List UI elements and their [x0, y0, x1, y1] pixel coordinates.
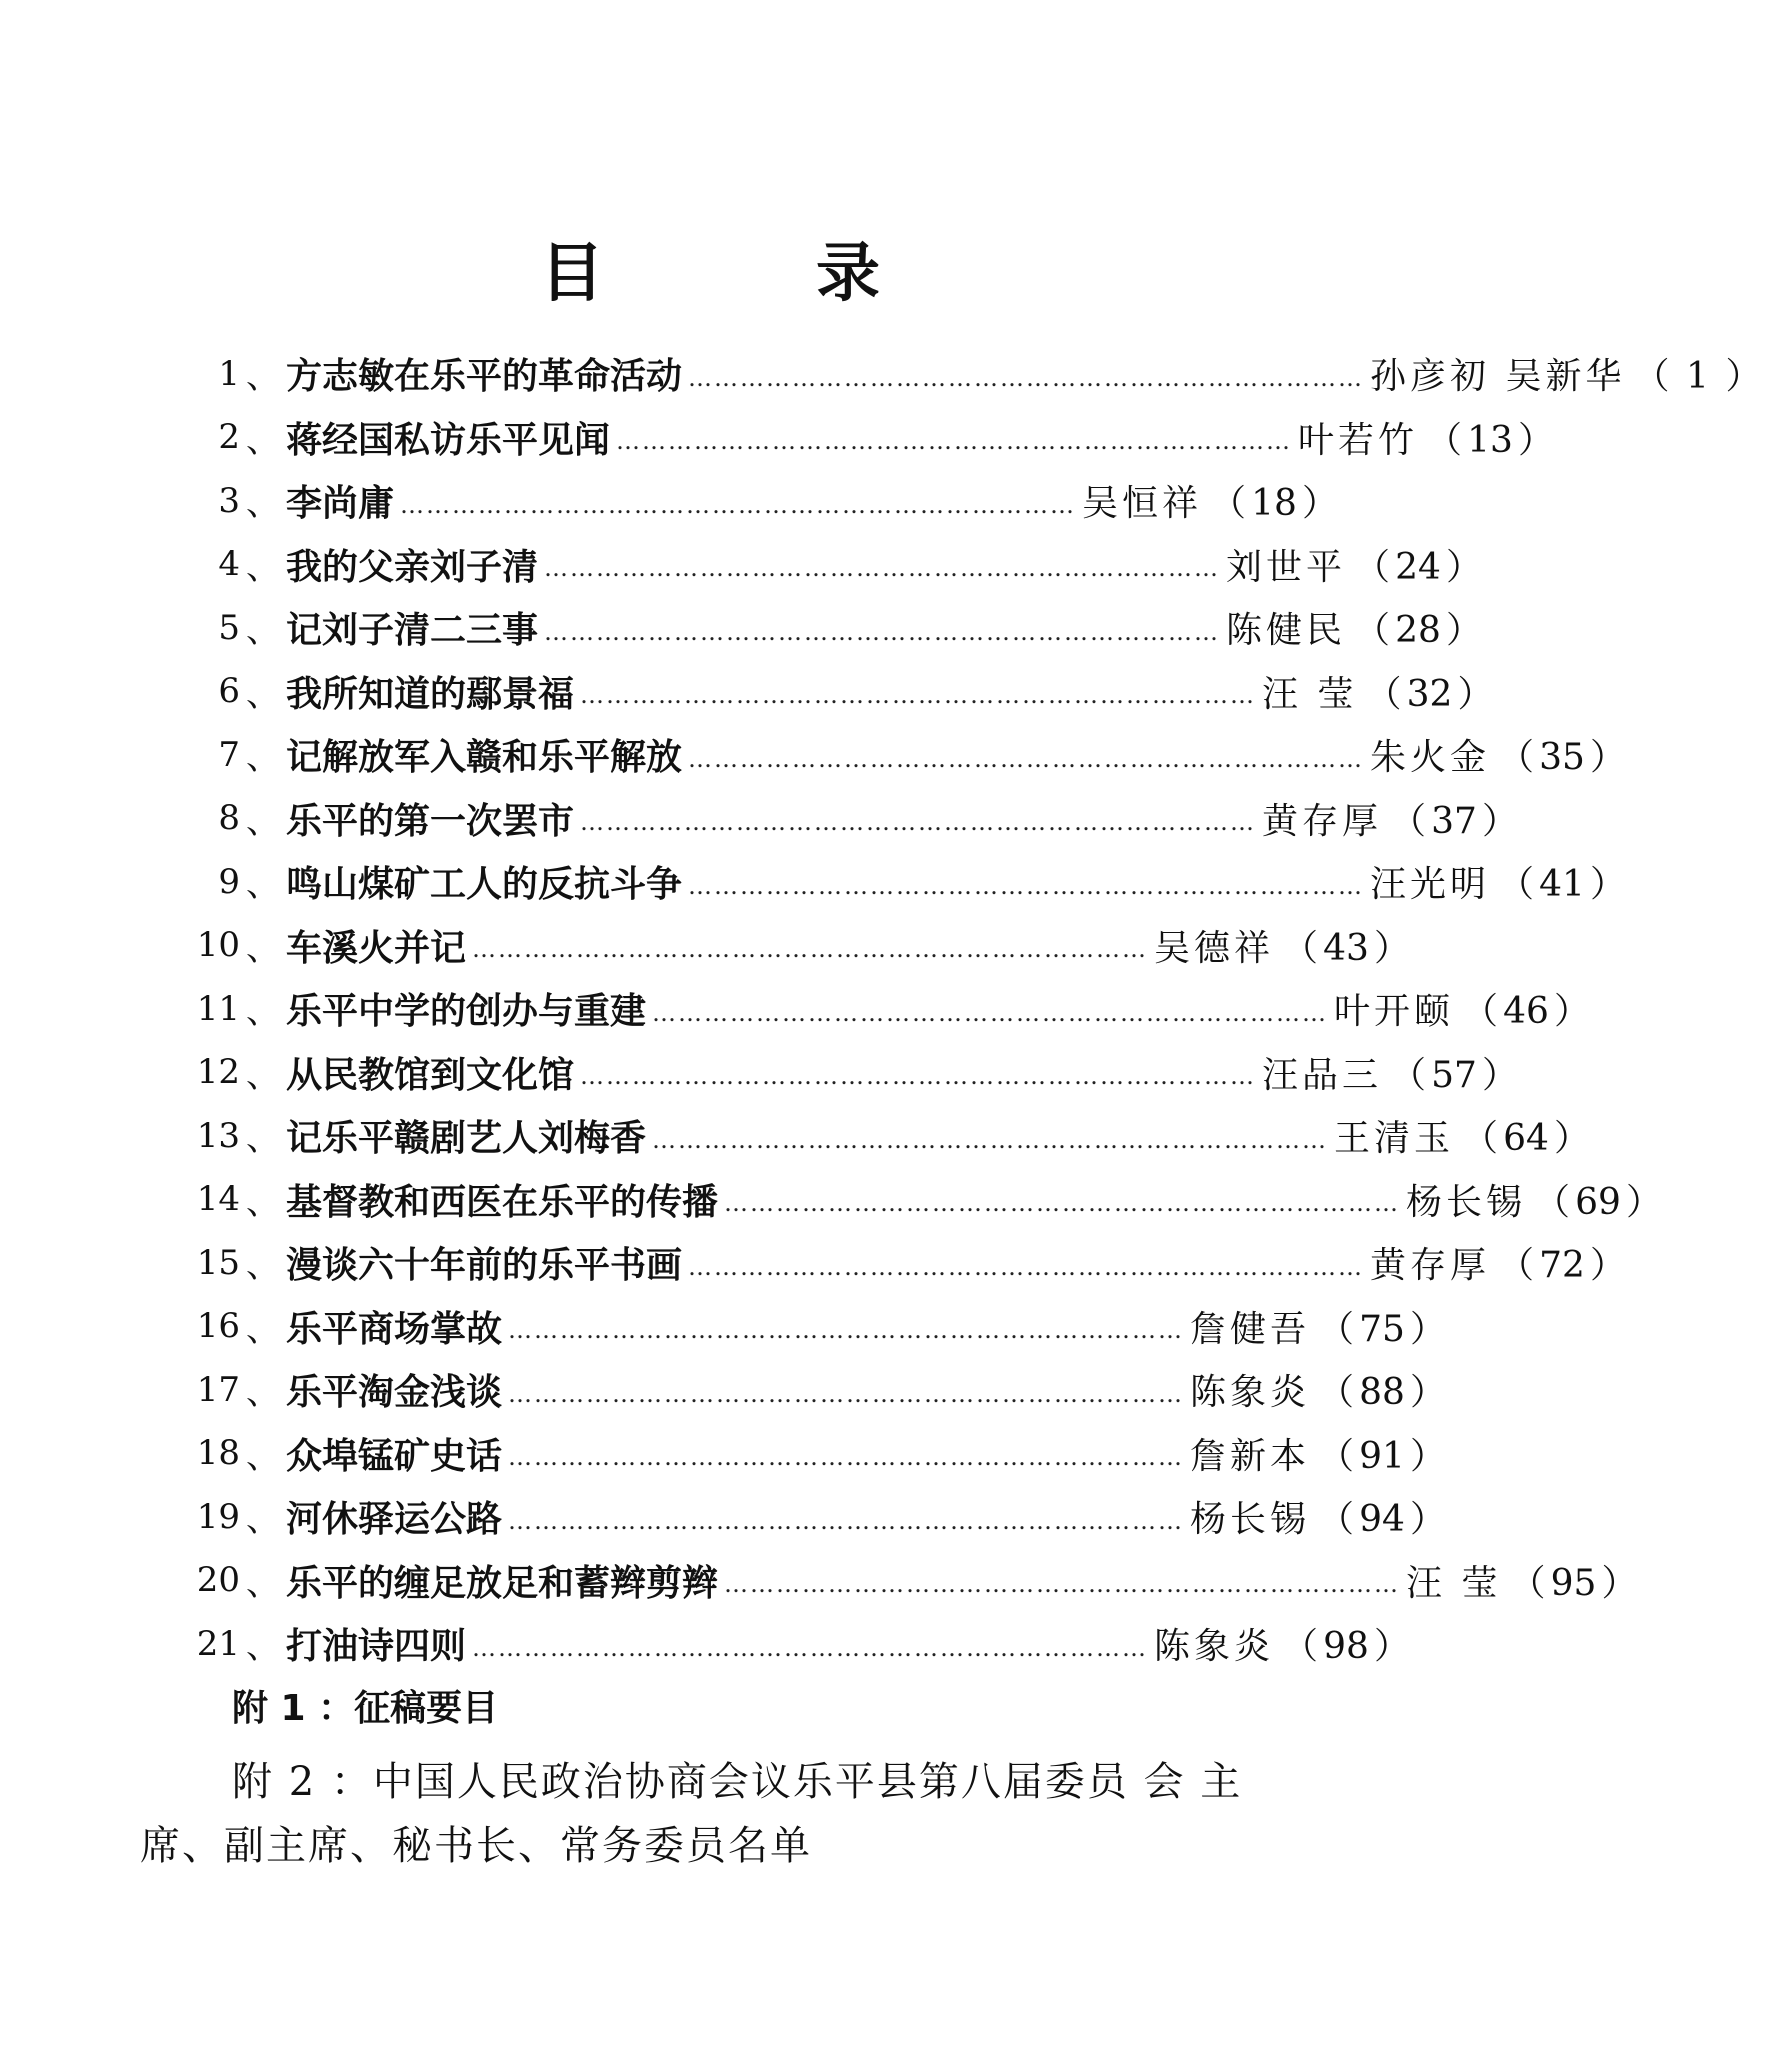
- paren-close: ）: [1626, 1181, 1663, 1223]
- paren-close: ）: [1410, 1499, 1447, 1541]
- entry-page: [1310, 1491, 1468, 1542]
- entry-separator: 、: [246, 1119, 280, 1160]
- entry-title: 众埠锰矿史话: [286, 1435, 503, 1477]
- dot-leader: ……………………………………………………………………: [544, 617, 1221, 646]
- paren-close: ）: [1374, 927, 1411, 969]
- entry-page: [1490, 856, 1648, 907]
- entry-title: 鸣山煤矿工人的反抗斗争: [286, 864, 683, 906]
- dot-leader: ……………………………………………………………………: [544, 554, 1221, 583]
- entry-separator: 、: [246, 1182, 280, 1223]
- toc-entry: [140, 533, 1483, 597]
- entry-author: 朱火金: [1370, 737, 1491, 779]
- paren-open: （: [1365, 673, 1402, 715]
- page-number: 18: [1251, 483, 1297, 525]
- paren-close: ）: [1374, 1626, 1411, 1668]
- entry-page: [1274, 1618, 1432, 1669]
- entry-number: 20: [196, 1560, 240, 1601]
- entry-number: 4: [218, 544, 240, 585]
- entry-author: 陈象炎: [1154, 1626, 1275, 1668]
- entry-title: 基督教和西医在乐平的传播: [286, 1181, 719, 1223]
- toc-entry: [140, 914, 1411, 978]
- paren-open: （: [1354, 546, 1391, 588]
- toc-entry: [140, 1295, 1447, 1359]
- paren-open: （: [1318, 1308, 1355, 1350]
- entry-page: [1490, 1237, 1648, 1288]
- entry-number: 21: [196, 1623, 240, 1664]
- entry-author: 陈象炎: [1190, 1372, 1311, 1414]
- entry-separator: 、: [246, 801, 280, 842]
- entry-number: 6: [218, 671, 240, 712]
- entry-number: 19: [196, 1496, 240, 1537]
- entry-separator: 、: [246, 1627, 280, 1668]
- toc-entry: [140, 1168, 1663, 1232]
- dot-leader: ……………………………………………………………………: [688, 363, 1365, 392]
- toc-entry: [140, 1041, 1519, 1105]
- entry-number: 9: [218, 861, 240, 902]
- entry-page: [1274, 920, 1432, 971]
- paren-close: ）: [1302, 483, 1339, 525]
- dot-leader: ……………………………………………………………………: [508, 1443, 1185, 1472]
- entry-number: 12: [196, 1052, 240, 1093]
- dot-leader: ……………………………………………………………………: [688, 1252, 1365, 1281]
- entry-page: [1346, 539, 1504, 590]
- entry-separator: 、: [246, 1500, 280, 1541]
- page-number: 98: [1323, 1626, 1369, 1668]
- toc-entry: [140, 660, 1494, 724]
- dot-leader: ……………………………………………………………………: [724, 1189, 1401, 1218]
- entry-number: 16: [196, 1306, 240, 1347]
- paren-close: ）: [1410, 1308, 1447, 1350]
- entry-page: [1625, 348, 1783, 399]
- entry-number: 1: [218, 353, 240, 394]
- paren-close: ）: [1446, 546, 1483, 588]
- table-of-contents: [140, 342, 1762, 1676]
- dot-leader: ……………………………………………………………………: [472, 935, 1149, 964]
- entry-author: 詹新本: [1190, 1435, 1311, 1477]
- entry-title: 河休驿运公路: [286, 1499, 503, 1541]
- page-number: 88: [1359, 1372, 1405, 1414]
- paren-open: （: [1498, 864, 1535, 906]
- entry-separator: 、: [246, 1055, 280, 1096]
- entry-number: 5: [218, 607, 240, 648]
- paren-open: （: [1498, 737, 1535, 779]
- entry-title: 乐平商场掌故: [286, 1308, 503, 1350]
- page-number: 1: [1686, 356, 1709, 398]
- page-number: 35: [1539, 737, 1585, 779]
- entry-author: 杨长锡: [1406, 1181, 1527, 1223]
- page-number: 94: [1359, 1499, 1405, 1541]
- paren-open: （: [1534, 1181, 1571, 1223]
- entry-author: 叶开颐: [1334, 991, 1455, 1033]
- entry-separator: 、: [246, 1436, 280, 1477]
- entry-title: 方志敏在乐平的革命活动: [286, 356, 683, 398]
- entry-page: [1382, 793, 1540, 844]
- entry-separator: 、: [246, 1563, 280, 1604]
- toc-entry: [140, 1549, 1638, 1613]
- entry-separator: 、: [246, 547, 280, 588]
- entry-title: 车溪火并记: [286, 927, 467, 969]
- entry-title: 李尚庸: [286, 483, 395, 525]
- paren-open: （: [1318, 1435, 1355, 1477]
- dot-leader: ……………………………………………………………………: [616, 427, 1293, 456]
- toc-entry: [140, 596, 1483, 660]
- entry-page: [1526, 1174, 1684, 1225]
- entry-title: 漫谈六十年前的乐平书画: [286, 1245, 683, 1287]
- entry-page: [1310, 1301, 1468, 1352]
- entry-author: 汪 莹: [1406, 1562, 1502, 1604]
- paren-open: （: [1390, 1054, 1427, 1096]
- entry-title: 我的父亲刘子清: [286, 546, 539, 588]
- entry-separator: 、: [246, 674, 280, 715]
- entry-separator: 、: [246, 1309, 280, 1350]
- dot-leader: ……………………………………………………………………: [508, 1379, 1185, 1408]
- entry-page: [1501, 1555, 1659, 1606]
- entry-author: 刘世平: [1226, 546, 1347, 588]
- page-number: 75: [1359, 1308, 1405, 1350]
- entry-separator: 、: [246, 1246, 280, 1287]
- toc-entry: [140, 977, 1591, 1041]
- entry-author: 杨长锡: [1190, 1499, 1311, 1541]
- toc-entry: [140, 723, 1627, 787]
- dot-leader: ……………………………………………………………………: [580, 808, 1257, 837]
- entry-page: [1310, 1364, 1468, 1415]
- title-char-left: 目: [540, 236, 604, 311]
- entry-number: 14: [196, 1179, 240, 1220]
- dot-leader: ……………………………………………………………………: [580, 1062, 1257, 1091]
- title-char-right: 录: [816, 236, 880, 311]
- page-number: 91: [1359, 1435, 1405, 1477]
- entry-number: 2: [218, 417, 240, 458]
- dot-leader: ……………………………………………………………………: [688, 744, 1365, 773]
- entry-number: 3: [218, 480, 240, 521]
- dot-leader: ……………………………………………………………………: [688, 871, 1365, 900]
- paren-close: ）: [1482, 1054, 1519, 1096]
- page-number: 46: [1503, 991, 1549, 1033]
- paren-close: ）: [1446, 610, 1483, 652]
- entry-author: 叶若竹: [1298, 419, 1419, 461]
- dot-leader: ……………………………………………………………………: [580, 681, 1257, 710]
- paren-open: （: [1509, 1562, 1546, 1604]
- page-number: 43: [1323, 927, 1369, 969]
- toc-entry: [140, 1422, 1447, 1486]
- paren-close: ）: [1518, 419, 1555, 461]
- dot-leader: ……………………………………………………………………: [472, 1633, 1149, 1662]
- page-number: 57: [1431, 1054, 1477, 1096]
- page-number: 13: [1467, 419, 1513, 461]
- page-number: 69: [1575, 1181, 1621, 1223]
- toc-entry: [140, 1485, 1447, 1549]
- page-number: 24: [1395, 546, 1441, 588]
- entry-title: 打油诗四则: [286, 1626, 467, 1668]
- entry-page: [1418, 412, 1576, 463]
- entry-page: [1357, 666, 1515, 717]
- paren-open: （: [1354, 610, 1391, 652]
- entry-number: 15: [196, 1242, 240, 1283]
- dot-leader: ……………………………………………………………………: [724, 1570, 1401, 1599]
- paren-open: （: [1426, 419, 1463, 461]
- page-number: 64: [1503, 1118, 1549, 1160]
- appendix-1: 附 1 ：征稿要目: [232, 1688, 499, 1729]
- entry-title: 乐平中学的创办与重建: [286, 991, 647, 1033]
- toc-entry: [140, 1231, 1627, 1295]
- entry-page: [1202, 475, 1360, 526]
- entry-author: 陈健民: [1226, 610, 1347, 652]
- toc-entry: [140, 787, 1519, 851]
- entry-separator: 、: [246, 484, 280, 525]
- paren-open: （: [1462, 991, 1499, 1033]
- dot-leader: ……………………………………………………………………: [400, 490, 1077, 519]
- dot-leader: ……………………………………………………………………: [508, 1506, 1185, 1535]
- entry-separator: 、: [246, 420, 280, 461]
- paren-open: （: [1633, 356, 1670, 398]
- paren-close: ）: [1590, 864, 1627, 906]
- page-number: 72: [1539, 1245, 1585, 1287]
- entry-title: 我所知道的鄢景福: [286, 673, 575, 715]
- paren-open: （: [1498, 1245, 1535, 1287]
- entry-author: 詹健吾: [1190, 1308, 1311, 1350]
- entry-title: 乐平的第一次罢市: [286, 800, 575, 842]
- toc-entry: [140, 850, 1627, 914]
- paren-close: ）: [1410, 1435, 1447, 1477]
- entry-title: 记乐平赣剧艺人刘梅香: [286, 1118, 647, 1160]
- paren-close: ）: [1410, 1372, 1447, 1414]
- paren-close: ）: [1590, 737, 1627, 779]
- paren-open: （: [1318, 1499, 1355, 1541]
- dot-leader: ……………………………………………………………………: [652, 998, 1329, 1027]
- paren-open: （: [1390, 800, 1427, 842]
- entry-number: 13: [196, 1115, 240, 1156]
- paren-open: （: [1282, 927, 1319, 969]
- entry-page: [1454, 983, 1612, 1034]
- entry-author: 汪 莹: [1262, 673, 1358, 715]
- entry-author: 王清玉: [1334, 1118, 1455, 1160]
- entry-number: 10: [196, 925, 240, 966]
- paren-close: ）: [1554, 991, 1591, 1033]
- entry-separator: 、: [246, 928, 280, 969]
- entry-page: [1454, 1110, 1612, 1161]
- toc-entry: [140, 469, 1339, 533]
- paren-close: ）: [1554, 1118, 1591, 1160]
- entry-author: 汪光明: [1370, 864, 1491, 906]
- paren-close: ）: [1725, 356, 1762, 398]
- entry-author: 吴恒祥: [1082, 483, 1203, 525]
- paren-close: ）: [1482, 800, 1519, 842]
- paren-close: ）: [1601, 1562, 1638, 1604]
- paren-open: （: [1318, 1372, 1355, 1414]
- entry-number: 17: [196, 1369, 240, 1410]
- entry-title: 记解放军入赣和乐平解放: [286, 737, 683, 779]
- page-number: 37: [1431, 800, 1477, 842]
- entry-page: [1310, 1428, 1468, 1479]
- paren-open: （: [1210, 483, 1247, 525]
- entry-author: 吴德祥: [1154, 927, 1275, 969]
- entry-number: 8: [218, 798, 240, 839]
- page-number: 41: [1539, 864, 1585, 906]
- toc-entry: [140, 342, 1762, 406]
- paren-close: ）: [1590, 1245, 1627, 1287]
- toc-entry: [140, 1612, 1411, 1676]
- appendix-2: 附 2 ：中国人民政治协商会议乐平县第八届委员 会 主席、副主席、秘书长、常务委员名单: [140, 1759, 1243, 1869]
- toc-entry: [140, 406, 1555, 470]
- entry-page: [1382, 1047, 1540, 1098]
- entry-number: 7: [218, 734, 240, 775]
- paren-close: ）: [1457, 673, 1494, 715]
- entry-title: 蒋经国私访乐平见闻: [286, 419, 611, 461]
- entry-separator: 、: [246, 1373, 280, 1414]
- entry-title: 乐平淘金浅谈: [286, 1372, 503, 1414]
- entry-title: 乐平的缠足放足和蓄辫剪辫: [286, 1562, 719, 1604]
- entry-separator: 、: [246, 357, 280, 398]
- entry-number: 18: [196, 1433, 240, 1474]
- toc-entry: [140, 1104, 1591, 1168]
- paren-open: （: [1282, 1626, 1319, 1668]
- entry-number: 11: [196, 988, 240, 1029]
- paren-open: （: [1462, 1118, 1499, 1160]
- entry-author: 汪品三: [1262, 1054, 1383, 1096]
- entry-separator: 、: [246, 611, 280, 652]
- entry-separator: 、: [246, 865, 280, 906]
- page-number: 95: [1550, 1562, 1597, 1604]
- dot-leader: ……………………………………………………………………: [508, 1316, 1185, 1345]
- page-number: 32: [1406, 673, 1453, 715]
- entry-author: 孙彦初 吴新华: [1370, 356, 1626, 398]
- dot-leader: ……………………………………………………………………: [652, 1125, 1329, 1154]
- toc-entry: [140, 1358, 1447, 1422]
- entry-title: 记刘子清二三事: [286, 610, 539, 652]
- entry-author: 黄存厚: [1370, 1245, 1491, 1287]
- entry-author: 黄存厚: [1262, 800, 1383, 842]
- entry-separator: 、: [246, 738, 280, 779]
- page-title: [540, 222, 880, 314]
- entry-title: 从民教馆到文化馆: [286, 1054, 575, 1096]
- entry-page: [1490, 729, 1648, 780]
- page-number: 28: [1395, 610, 1441, 652]
- entry-page: [1346, 602, 1504, 653]
- entry-separator: 、: [246, 992, 280, 1033]
